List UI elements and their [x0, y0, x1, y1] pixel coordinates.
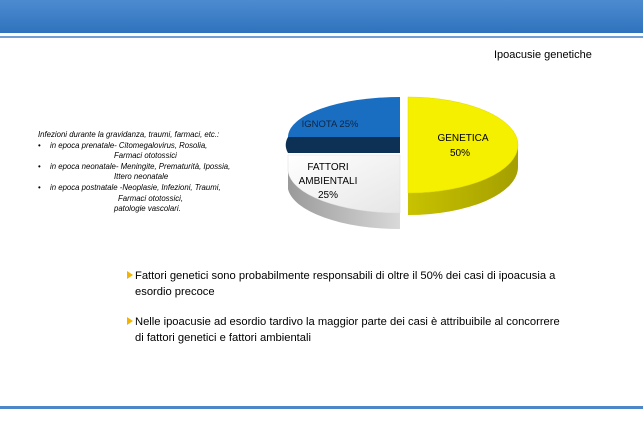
bullet-dot-icon: • [38, 182, 41, 192]
slice-ambientali-label: FATTORI [307, 162, 349, 173]
causes-notes [38, 130, 288, 215]
arrow-right-icon [127, 271, 133, 279]
list-item-lead: in epoca prenatale- Citomegalovirus, Rosolia, [50, 140, 208, 150]
bullet-dot-icon: • [38, 161, 41, 171]
slice-genetica-label: GENETICA [437, 133, 489, 144]
key-points [126, 268, 566, 360]
causes-list [38, 141, 288, 215]
key-point-text: Fattori genetici sono probabilmente responsabili di oltre il 50% dei casi di ipoacusia a esordio precoce [135, 270, 556, 298]
header-divider [0, 36, 643, 38]
slide-title: Ipoacusie genetiche [494, 49, 592, 61]
slice-ignota-label: IGNOTA 25% [301, 119, 359, 130]
key-point [126, 268, 566, 300]
list-item-lead: in epoca neonatale- Meningite, Prematurità, Ipossia, [50, 161, 231, 171]
key-point-text: Nelle ipoacusie ad esordio tardivo la maggior parte dei casi è attribuibile al concorrere di fattori genetici e fattori ambientali [135, 316, 560, 344]
list-item [38, 183, 288, 215]
list-item-lead: in epoca postnatale -Neoplasie, Infezioni, Traumi, [50, 182, 221, 192]
key-point [126, 314, 566, 346]
list-item-cont: Farmaci ototossici [114, 151, 177, 161]
slice-ambientali-value: 25% [317, 190, 339, 201]
arrow-right-icon [127, 317, 133, 325]
slice-ambientali-label-2: AMBIENTALI [298, 176, 358, 187]
causes-pie-chart [268, 95, 528, 235]
list-item [38, 162, 288, 183]
bullet-dot-icon: • [38, 140, 41, 150]
causes-heading: Infezioni durante la gravidanza, traumi, farmaci, etc.: [38, 130, 220, 139]
header-bar [0, 0, 643, 33]
slice-genetica-value: 50% [449, 148, 471, 159]
list-item-cont: Ittero neonatale [114, 172, 169, 182]
slice-ignota-side [286, 137, 400, 153]
list-item [38, 141, 288, 162]
list-item-cont-2: patologie vascolari. [114, 204, 181, 214]
list-item-cont: Farmaci ototossici, [118, 193, 183, 203]
slice-ignota [288, 97, 400, 137]
footer-divider [0, 406, 643, 409]
